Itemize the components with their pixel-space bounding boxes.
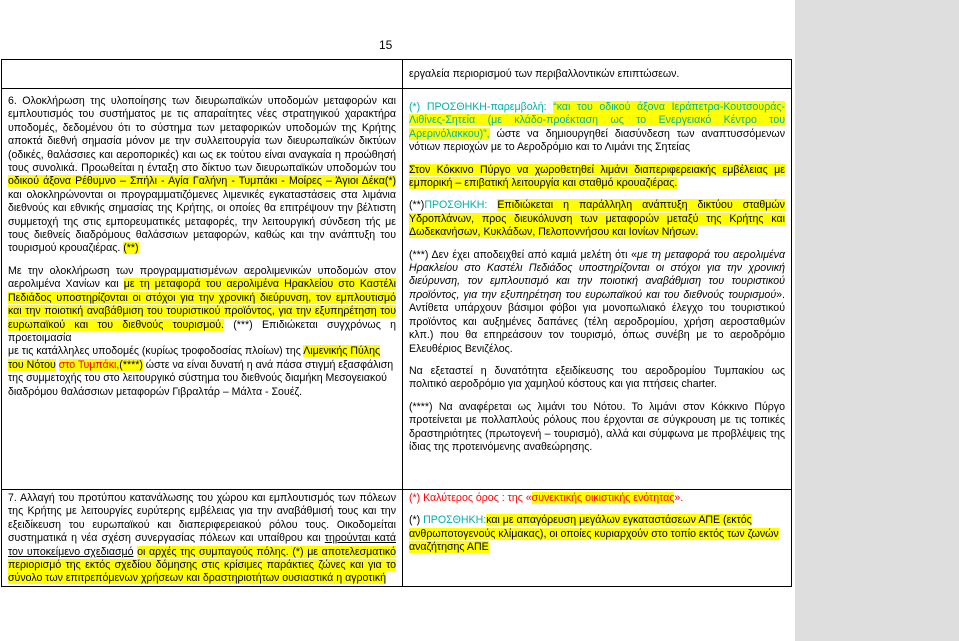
row1-left-cell <box>2 60 403 89</box>
row3-right-cell <box>403 490 792 587</box>
row2-left-cell <box>2 89 403 490</box>
row-2 <box>2 89 792 490</box>
note8-tq: ΠΡΟΣΘΗΚΗ: <box>423 514 487 527</box>
south-gate-mark: (****) <box>119 358 143 371</box>
row2-right-cell <box>403 89 792 490</box>
note7-highlight: συνεκτικής οικιστικής ενότητας <box>531 492 675 504</box>
p6-mark: (**) <box>123 242 139 255</box>
p7-intro: 7. Αλλαγή του προτύπου κατανάλωσης του χώρου και εμπλουτισμός των πόλεων της Κρήτης με λειτουργίες ευρύτερης εμβέλειας για την αναβάθμισή τους και την εξειδίκευση του ευρωπαϊκού και διαπεριφερειακού ρόλου τους. Οικοδομείται συστηματικά η νέα σχέση συνεργασίας πόλεων και υπαίθρου και <box>8 492 396 545</box>
south-gate-intro: με τις κατάλληλες υποδομές (κυρίως τροφοδοσίας πλοίων) της <box>8 345 301 358</box>
paragraph-south-gate <box>8 345 396 385</box>
paragraph-7 <box>8 490 396 586</box>
note-2 <box>409 164 785 191</box>
p7-highlight: οι αρχές της συμπαγούς πόλης. (*) με αποτελεσματικό περιορισμό της εκτός σχεδίου δόμησης στις κρίσιμες παράκτιες ζώνες και για το σύνολο των επιτρεπόμενων χρήσεων και δραστηριοτήτων ουσιαστικά η αγροτική <box>8 545 396 585</box>
note7-close: ». <box>674 492 684 504</box>
note8-label: (*) <box>409 514 421 527</box>
note-7 <box>409 490 785 505</box>
p6-ports: και ολοκληρώνονται οι προγραμματιζόμενες λιμενικές εγκαταστάσεις στα λιμάνια διεθνούς και εθνικής σημασίας της Κρήτης, οι οποίες θα επιτρέψουν την βέλτιστη συμμετοχή της στις εμπορευματικές μεταφορές, την λειτουργική σύνδεση τής με τους διεθνείς διαδρόμους θαλάσσιων μεταφορών, καθώς και την ανάπτυξη του τουρισμού κρουαζιέρας. <box>8 188 396 255</box>
p6-continuation: Προωθείται η ένταξη στο δίκτυο των διευρωπαϊκών υποδομών του <box>81 162 396 175</box>
paragraph-airports <box>8 265 396 345</box>
note1-highlight: “και του οδικού άξονα Ιεράπετρα-Κουτσουράς-Λιθίνες-Σητεία (με κλάδο-προέκταση ως το Ενεργειακό Κέντρο του Αρερινόλακκου)”, <box>409 101 785 140</box>
document-table <box>1 59 792 587</box>
airports-highlight: με τη μεταφορά του αερολιμένα Ηρακλείου στο Καστέλι Πεδιάδος υποστηρίζονται οι στόχοι για την χρονική διεύρυνση, τον εμπλουτισμό και την ποιοτική αναβάθμιση του τουριστικού προϊόντος, για την εξυπηρέτηση του ευρωπαϊκού και του διεθνούς τουρισμού. <box>8 278 396 331</box>
note-3 <box>409 199 785 239</box>
note1-rest: ώστε να δημιουργηθεί διασύνδεση των αναπτυσσόμενων νότιων περιοχών με το Αεροδρόμιο και το Λιμάνι της Σητείας <box>409 127 785 154</box>
note-6: (****) Να αναφέρεται ως λιμάνι του Νότου. Το λιμάνι στον Κόκκινο Πύργο προτείνεται με πολλαπλούς ρόλους που έρχονται σε σύγκρουση με τις τοπικές δραστηριότητες (πρωτογενή – τουρισμό), αλλά και σύμφωνα με προβλέψεις της ίδιας της προτεινόμενης αναθεώρησης. <box>409 400 785 453</box>
south-gate-tympaki: στο Τυμπάκι, <box>58 358 120 371</box>
note-8 <box>409 514 785 554</box>
p7-underline: τηρούνται κατά τον υποκείμενο σχεδιασμό <box>8 532 396 558</box>
note2-highlight: Στον Κόκκινο Πύργο να χωροθετηθεί λιμάνι διαπεριφερειακής εμβέλειας με εμπορική – επιβατική λειτουργία και σταθμό κρουαζιέρας. <box>409 163 785 190</box>
p6-intro: 6. Ολοκλήρωση της υλοποίησης των διευρωπαϊκών υποδομών μεταφορών και εμπλουτισμός του συστήματος με τις απαραίτητες νέες στρατηγικού χαρακτήρα υποδομές, δεδομένου ότι το σύστημα των μεταφορικών υποδομών της Κρήτης αποκτά διεθνή σημασία μόνον με την συλλειτουργία των διευρωπαϊκών δικτύων (οδικές, θαλάσσιες και αεροπορικές) και ως εκ τούτου είναι αναγκαία η προώθησή τους συνολικά. <box>8 95 396 175</box>
side-panel <box>795 0 959 641</box>
note7-intro: (*) Καλύτερος όρος : της « <box>409 492 532 504</box>
note8-highlight: και με απαγόρευση μεγάλων εγκαταστάσεων ΑΠΕ (εκτός ανθρωποτογενούς κλίμακας), οι οποίες κυριαρχούν στο τοπίο εκτός των ζωνών αναζήτησης ΑΠΕ <box>409 514 779 554</box>
note3-label: (**) <box>409 199 425 212</box>
airports-intro: Με την ολοκλήρωση των προγραμματισμένων αερολιμενικών υποδομών στον αερολιμένα Χανίων και <box>8 264 396 291</box>
note-4 <box>409 249 785 356</box>
page-number: 15 <box>379 38 393 52</box>
south-gate-rest: ώστε να είναι δυνατή η ανά πάσα στιγμή εξασφάλιση της συμμετοχής του στο λειτουργικό σύστημα του διεθνούς διαμήκη Μεσογειακού <box>8 358 394 385</box>
row-3 <box>2 490 792 587</box>
note4-contrary: Αντίθετα υπάρχουν βάσιμοι φόβοι για μονοπωλιακό έλεγχο του τουριστικού προϊόντος και αυξημένες δαπάνες (τέλη αεροδρομίου, χρήση αεροσταθμών κλπ.) που θα επηρεάσουν τον τουρισμό, όπως συνέβη με το αεροδρόμιο Ελευθέριος Βενιζέλος. <box>409 302 785 355</box>
row3-left-cell <box>2 490 403 587</box>
paragraph-6 <box>8 89 396 256</box>
airports-mark: (***) <box>233 318 253 331</box>
note3-highlight: Επιδιώκεται η παράλληλη ανάπτυξη δικτύου σταθμών Υδροπλάνων, προς διευκόλυνση των μεταφορών μεταξύ της Κρήτης και Δωδεκανήσων, Κυκλάδων, Πελοποννήσου και Ιονίων Νήσων. <box>409 199 785 239</box>
south-gate-highlight: Λιμενικής Πύλης του Νότου <box>8 345 381 371</box>
note4-close: ». <box>776 288 785 301</box>
row1-right-text: εργαλεία περιορισμού των περιβαλλοντικών επιπτώσεων. <box>409 68 680 80</box>
airports-prep: Επιδιώκεται συγχρόνως η προετοιμασία <box>8 318 396 344</box>
p6-highlight-axis: οδικού άξονα Ρέθυμνο – Σπήλι - Αγία Γαλήνη - Τυμπάκι - Μοίρες – Άγιοι Δέκα(*) <box>8 175 396 188</box>
note-5: Να εξεταστεί η δυνατότητα εξειδίκευσης του αεροδρομίου Τυμπακίου ως πολιτικό αεροδρόμιο για χαμηλού κόστους και για πτήσεις charter. <box>409 364 785 391</box>
note3-tq: ΠΡΟΣΘΗΚΗ: <box>424 199 488 212</box>
note1-label: (*) ΠΡΟΣΘΗΚΗ-παρεμβολή: <box>409 101 547 113</box>
corridor-line: διαδρόμου θαλάσσιων μεταφορών Γιβραλτάρ – Μάλτα - Σουέζ. <box>8 385 303 398</box>
note4-quote: με τη μεταφορά του αερολιμένα Ηρακλείου στο Καστέλι Πεδιάδος υποστηρίζονται οι στόχοι για την χρονική διεύρυνση, τον εμπλουτισμό και την ποιοτική αναβάθμιση του τουριστικού προϊόντος, για την εξυπηρέτηση του ευρωπαϊκού και του διεθνούς τουρισμού <box>409 248 785 301</box>
row1-right-cell <box>403 60 792 89</box>
note4-intro: (***) Δεν έχει αποδειχθεί από καμιά μελέτη ότι « <box>409 248 638 261</box>
note-1 <box>409 89 785 155</box>
row-1 <box>2 60 792 89</box>
